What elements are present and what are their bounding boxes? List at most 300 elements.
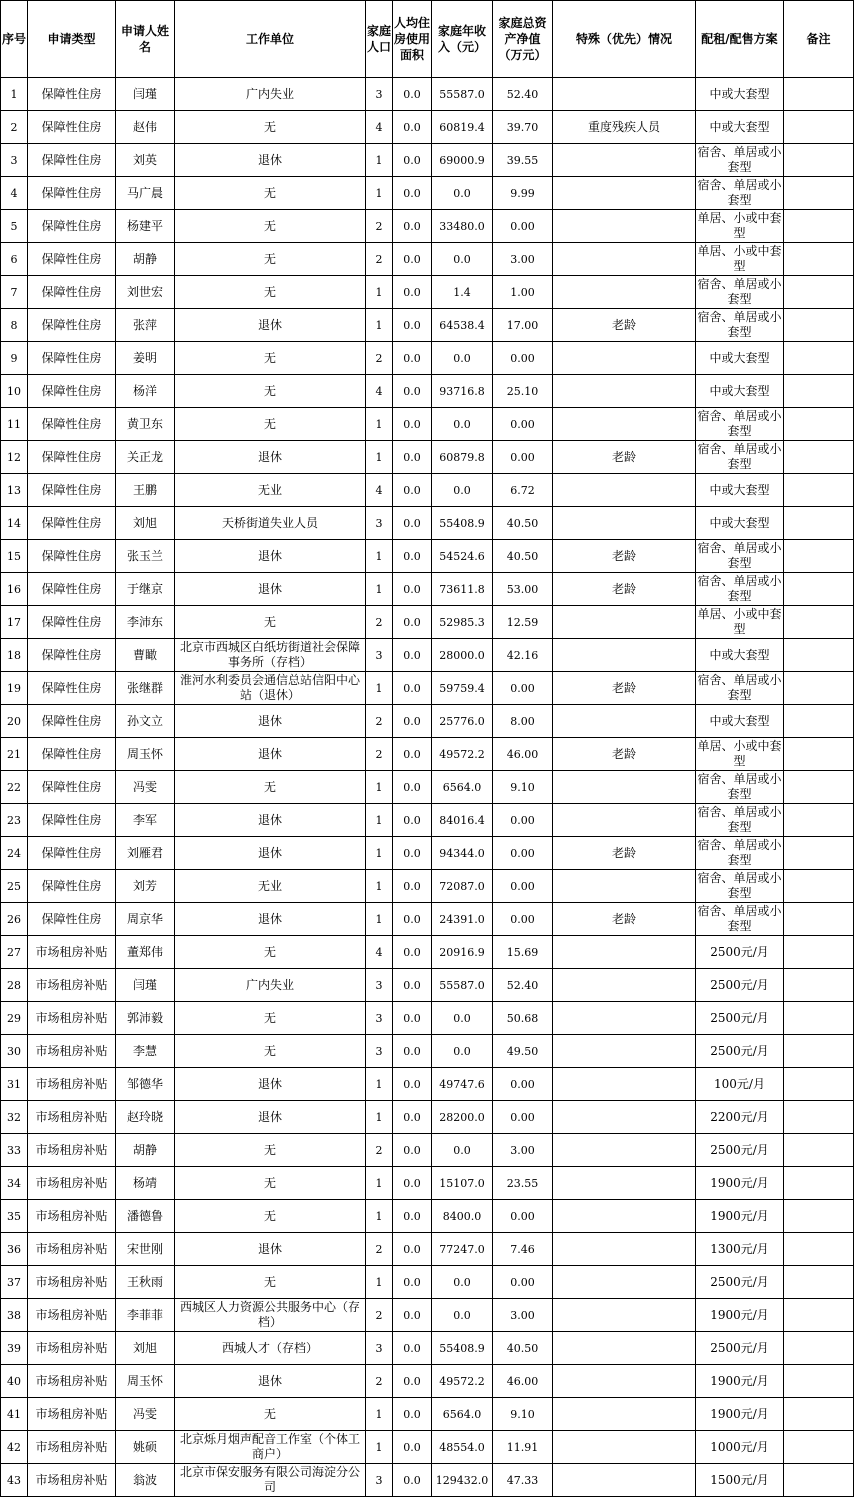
cell-type: 市场租房补贴	[28, 1101, 116, 1134]
cell-household: 1	[366, 408, 393, 441]
table-row	[1, 1299, 854, 1332]
cell-special	[553, 1299, 696, 1332]
cell-employer: 无	[175, 210, 366, 243]
cell-name: 潘德鲁	[116, 1200, 175, 1233]
cell-household: 1	[366, 1068, 393, 1101]
cell-household: 2	[366, 1299, 393, 1332]
cell-area: 0.0	[393, 1332, 432, 1365]
cell-employer: 退休	[175, 1068, 366, 1101]
cell-assets: 8.00	[493, 705, 553, 738]
cell-household: 1	[366, 1266, 393, 1299]
cell-employer: 退休	[175, 144, 366, 177]
cell-seq: 28	[1, 969, 28, 1002]
cell-assets: 0.00	[493, 1068, 553, 1101]
cell-employer: 无	[175, 1134, 366, 1167]
cell-income: 6564.0	[432, 771, 493, 804]
cell-income: 49747.6	[432, 1068, 493, 1101]
cell-type: 保障性住房	[28, 210, 116, 243]
table-row	[1, 969, 854, 1002]
cell-remarks	[784, 936, 854, 969]
table-row	[1, 1266, 854, 1299]
header-special: 特殊（优先）情况	[553, 1, 696, 78]
cell-income: 0.0	[432, 1134, 493, 1167]
table-row	[1, 1431, 854, 1464]
cell-household: 1	[366, 441, 393, 474]
cell-remarks	[784, 639, 854, 672]
table-row	[1, 1464, 854, 1497]
cell-plan: 1300元/月	[696, 1233, 784, 1266]
cell-area: 0.0	[393, 1068, 432, 1101]
cell-seq: 43	[1, 1464, 28, 1497]
cell-remarks	[784, 1332, 854, 1365]
cell-assets: 7.46	[493, 1233, 553, 1266]
table-row	[1, 78, 854, 111]
cell-assets: 17.00	[493, 309, 553, 342]
cell-special	[553, 177, 696, 210]
table-row	[1, 1200, 854, 1233]
table-row	[1, 243, 854, 276]
table-row	[1, 309, 854, 342]
cell-plan: 宿舍、单居或小套型	[696, 408, 784, 441]
cell-income: 60819.4	[432, 111, 493, 144]
cell-income: 20916.9	[432, 936, 493, 969]
cell-plan: 宿舍、单居或小套型	[696, 870, 784, 903]
cell-income: 49572.2	[432, 738, 493, 771]
cell-employer: 退休	[175, 738, 366, 771]
cell-name: 杨靖	[116, 1167, 175, 1200]
cell-name: 冯雯	[116, 771, 175, 804]
cell-type: 保障性住房	[28, 507, 116, 540]
cell-seq: 25	[1, 870, 28, 903]
cell-employer: 无	[175, 276, 366, 309]
cell-income: 15107.0	[432, 1167, 493, 1200]
cell-type: 保障性住房	[28, 639, 116, 672]
cell-household: 4	[366, 375, 393, 408]
cell-household: 2	[366, 738, 393, 771]
cell-employer: 无	[175, 936, 366, 969]
cell-special	[553, 639, 696, 672]
cell-plan: 2500元/月	[696, 969, 784, 1002]
cell-area: 0.0	[393, 342, 432, 375]
cell-area: 0.0	[393, 705, 432, 738]
cell-type: 市场租房补贴	[28, 1035, 116, 1068]
table-row	[1, 705, 854, 738]
header-assets: 家庭总资产净值（万元）	[493, 1, 553, 78]
cell-plan: 2500元/月	[696, 1035, 784, 1068]
cell-name: 周玉怀	[116, 738, 175, 771]
cell-assets: 39.70	[493, 111, 553, 144]
cell-seq: 12	[1, 441, 28, 474]
cell-remarks	[784, 1464, 854, 1497]
cell-income: 84016.4	[432, 804, 493, 837]
cell-name: 宋世刚	[116, 1233, 175, 1266]
cell-type: 保障性住房	[28, 276, 116, 309]
table-row	[1, 1167, 854, 1200]
cell-employer: 退休	[175, 1365, 366, 1398]
cell-area: 0.0	[393, 441, 432, 474]
cell-employer: 无	[175, 342, 366, 375]
cell-area: 0.0	[393, 1266, 432, 1299]
cell-type: 市场租房补贴	[28, 969, 116, 1002]
cell-income: 0.0	[432, 1299, 493, 1332]
cell-employer: 无	[175, 243, 366, 276]
cell-remarks	[784, 309, 854, 342]
cell-plan: 1900元/月	[696, 1398, 784, 1431]
cell-special	[553, 936, 696, 969]
cell-assets: 9.10	[493, 1398, 553, 1431]
header-seq: 序号	[1, 1, 28, 78]
cell-seq: 5	[1, 210, 28, 243]
cell-household: 2	[366, 243, 393, 276]
cell-plan: 宿舍、单居或小套型	[696, 144, 784, 177]
cell-name: 翁波	[116, 1464, 175, 1497]
cell-type: 市场租房补贴	[28, 936, 116, 969]
cell-plan: 中或大套型	[696, 639, 784, 672]
cell-name: 黄卫东	[116, 408, 175, 441]
cell-income: 28000.0	[432, 639, 493, 672]
cell-income: 94344.0	[432, 837, 493, 870]
cell-special	[553, 276, 696, 309]
cell-plan: 1900元/月	[696, 1299, 784, 1332]
cell-special: 老龄	[553, 672, 696, 705]
cell-plan: 1900元/月	[696, 1167, 784, 1200]
cell-seq: 14	[1, 507, 28, 540]
cell-household: 1	[366, 309, 393, 342]
cell-plan: 宿舍、单居或小套型	[696, 540, 784, 573]
cell-name: 张萍	[116, 309, 175, 342]
cell-area: 0.0	[393, 1134, 432, 1167]
cell-special	[553, 507, 696, 540]
cell-assets: 0.00	[493, 804, 553, 837]
cell-remarks	[784, 111, 854, 144]
cell-special	[553, 804, 696, 837]
cell-assets: 15.69	[493, 936, 553, 969]
cell-plan: 宿舍、单居或小套型	[696, 309, 784, 342]
cell-seq: 2	[1, 111, 28, 144]
cell-seq: 18	[1, 639, 28, 672]
cell-seq: 8	[1, 309, 28, 342]
cell-remarks	[784, 1101, 854, 1134]
cell-remarks	[784, 1200, 854, 1233]
cell-seq: 11	[1, 408, 28, 441]
table-row	[1, 441, 854, 474]
cell-seq: 15	[1, 540, 28, 573]
cell-assets: 3.00	[493, 1299, 553, 1332]
cell-area: 0.0	[393, 111, 432, 144]
cell-name: 曹瞰	[116, 639, 175, 672]
cell-name: 李军	[116, 804, 175, 837]
cell-assets: 40.50	[493, 1332, 553, 1365]
cell-employer: 退休	[175, 903, 366, 936]
cell-employer: 退休	[175, 573, 366, 606]
cell-special	[553, 342, 696, 375]
cell-plan: 单居、小或中套型	[696, 210, 784, 243]
table-row	[1, 1068, 854, 1101]
cell-assets: 6.72	[493, 474, 553, 507]
cell-type: 保障性住房	[28, 672, 116, 705]
cell-name: 于继京	[116, 573, 175, 606]
table-row	[1, 540, 854, 573]
cell-special	[553, 606, 696, 639]
cell-plan: 1900元/月	[696, 1200, 784, 1233]
cell-employer: 无	[175, 177, 366, 210]
cell-assets: 46.00	[493, 738, 553, 771]
table-row	[1, 1035, 854, 1068]
cell-type: 保障性住房	[28, 870, 116, 903]
cell-area: 0.0	[393, 606, 432, 639]
cell-name: 刘旭	[116, 507, 175, 540]
table-row	[1, 276, 854, 309]
cell-plan: 单居、小或中套型	[696, 738, 784, 771]
cell-seq: 39	[1, 1332, 28, 1365]
cell-special	[553, 408, 696, 441]
cell-special	[553, 1068, 696, 1101]
cell-name: 姚硕	[116, 1431, 175, 1464]
cell-remarks	[784, 1233, 854, 1266]
cell-area: 0.0	[393, 177, 432, 210]
cell-remarks	[784, 210, 854, 243]
cell-assets: 0.00	[493, 870, 553, 903]
cell-remarks	[784, 870, 854, 903]
cell-remarks	[784, 837, 854, 870]
cell-name: 姜明	[116, 342, 175, 375]
cell-name: 闫瑾	[116, 78, 175, 111]
cell-type: 保障性住房	[28, 705, 116, 738]
cell-household: 3	[366, 1464, 393, 1497]
cell-household: 2	[366, 1134, 393, 1167]
cell-remarks	[784, 177, 854, 210]
cell-name: 刘世宏	[116, 276, 175, 309]
cell-remarks	[784, 144, 854, 177]
cell-special: 老龄	[553, 540, 696, 573]
cell-remarks	[784, 441, 854, 474]
cell-area: 0.0	[393, 1464, 432, 1497]
cell-remarks	[784, 1068, 854, 1101]
cell-income: 52985.3	[432, 606, 493, 639]
cell-type: 市场租房补贴	[28, 1332, 116, 1365]
cell-area: 0.0	[393, 1200, 432, 1233]
cell-assets: 0.00	[493, 672, 553, 705]
cell-employer: 退休	[175, 309, 366, 342]
cell-name: 刘英	[116, 144, 175, 177]
cell-employer: 西城人才（存档）	[175, 1332, 366, 1365]
cell-type: 保障性住房	[28, 441, 116, 474]
cell-household: 2	[366, 210, 393, 243]
cell-type: 保障性住房	[28, 342, 116, 375]
cell-type: 市场租房补贴	[28, 1134, 116, 1167]
cell-name: 张玉兰	[116, 540, 175, 573]
table-body	[1, 78, 854, 1497]
cell-remarks	[784, 903, 854, 936]
table-row	[1, 342, 854, 375]
table-row	[1, 177, 854, 210]
cell-household: 3	[366, 78, 393, 111]
cell-household: 1	[366, 903, 393, 936]
cell-seq: 22	[1, 771, 28, 804]
cell-employer: 天桥街道失业人员	[175, 507, 366, 540]
cell-seq: 37	[1, 1266, 28, 1299]
cell-seq: 23	[1, 804, 28, 837]
cell-household: 1	[366, 1167, 393, 1200]
cell-assets: 3.00	[493, 243, 553, 276]
table-row	[1, 1002, 854, 1035]
cell-employer: 无业	[175, 870, 366, 903]
cell-assets: 9.10	[493, 771, 553, 804]
cell-special: 老龄	[553, 309, 696, 342]
cell-special: 老龄	[553, 573, 696, 606]
cell-assets: 40.50	[493, 540, 553, 573]
cell-remarks	[784, 1365, 854, 1398]
cell-remarks	[784, 672, 854, 705]
cell-employer: 无	[175, 771, 366, 804]
cell-name: 刘旭	[116, 1332, 175, 1365]
cell-income: 73611.8	[432, 573, 493, 606]
cell-type: 保障性住房	[28, 177, 116, 210]
cell-remarks	[784, 1035, 854, 1068]
cell-area: 0.0	[393, 474, 432, 507]
cell-special	[553, 1464, 696, 1497]
cell-assets: 0.00	[493, 837, 553, 870]
cell-household: 2	[366, 606, 393, 639]
cell-type: 市场租房补贴	[28, 1464, 116, 1497]
cell-seq: 17	[1, 606, 28, 639]
table-row	[1, 870, 854, 903]
cell-assets: 40.50	[493, 507, 553, 540]
table-row	[1, 837, 854, 870]
cell-employer: 无	[175, 1266, 366, 1299]
cell-name: 刘雁君	[116, 837, 175, 870]
cell-plan: 宿舍、单居或小套型	[696, 672, 784, 705]
cell-household: 3	[366, 1002, 393, 1035]
cell-name: 杨建平	[116, 210, 175, 243]
cell-household: 3	[366, 639, 393, 672]
cell-seq: 6	[1, 243, 28, 276]
cell-income: 93716.8	[432, 375, 493, 408]
cell-remarks	[784, 1134, 854, 1167]
cell-plan: 宿舍、单居或小套型	[696, 804, 784, 837]
cell-name: 王鹏	[116, 474, 175, 507]
cell-seq: 40	[1, 1365, 28, 1398]
cell-household: 1	[366, 276, 393, 309]
cell-household: 3	[366, 969, 393, 1002]
cell-income: 60879.8	[432, 441, 493, 474]
cell-area: 0.0	[393, 804, 432, 837]
cell-household: 4	[366, 936, 393, 969]
cell-remarks	[784, 78, 854, 111]
cell-special: 老龄	[553, 837, 696, 870]
table-row	[1, 474, 854, 507]
cell-name: 马广晨	[116, 177, 175, 210]
cell-special: 重度残疾人员	[553, 111, 696, 144]
cell-plan: 单居、小或中套型	[696, 243, 784, 276]
cell-remarks	[784, 1002, 854, 1035]
cell-special	[553, 771, 696, 804]
cell-seq: 4	[1, 177, 28, 210]
cell-seq: 34	[1, 1167, 28, 1200]
cell-name: 张继群	[116, 672, 175, 705]
cell-assets: 42.16	[493, 639, 553, 672]
cell-plan: 中或大套型	[696, 342, 784, 375]
cell-plan: 1900元/月	[696, 1365, 784, 1398]
cell-special	[553, 1200, 696, 1233]
cell-plan: 1000元/月	[696, 1431, 784, 1464]
table-row	[1, 936, 854, 969]
cell-employer: 无	[175, 408, 366, 441]
cell-name: 闫瑾	[116, 969, 175, 1002]
cell-household: 3	[366, 1035, 393, 1068]
cell-name: 王秋雨	[116, 1266, 175, 1299]
cell-type: 保障性住房	[28, 573, 116, 606]
cell-plan: 2500元/月	[696, 1134, 784, 1167]
cell-special	[553, 1266, 696, 1299]
cell-plan: 2500元/月	[696, 1266, 784, 1299]
cell-seq: 1	[1, 78, 28, 111]
table-header-row	[1, 1, 854, 78]
header-plan: 配租/配售方案	[696, 1, 784, 78]
cell-plan: 中或大套型	[696, 474, 784, 507]
cell-special	[553, 870, 696, 903]
cell-special	[553, 705, 696, 738]
cell-plan: 2500元/月	[696, 1002, 784, 1035]
cell-income: 25776.0	[432, 705, 493, 738]
cell-income: 54524.6	[432, 540, 493, 573]
cell-name: 邹德华	[116, 1068, 175, 1101]
cell-seq: 36	[1, 1233, 28, 1266]
cell-plan: 2500元/月	[696, 1332, 784, 1365]
cell-name: 周玉怀	[116, 1365, 175, 1398]
cell-income: 0.0	[432, 408, 493, 441]
cell-income: 1.4	[432, 276, 493, 309]
cell-seq: 19	[1, 672, 28, 705]
cell-area: 0.0	[393, 144, 432, 177]
cell-plan: 100元/月	[696, 1068, 784, 1101]
cell-income: 129432.0	[432, 1464, 493, 1497]
cell-income: 48554.0	[432, 1431, 493, 1464]
cell-remarks	[784, 1167, 854, 1200]
cell-income: 6564.0	[432, 1398, 493, 1431]
cell-remarks	[784, 606, 854, 639]
table-row	[1, 408, 854, 441]
cell-special	[553, 1431, 696, 1464]
cell-area: 0.0	[393, 309, 432, 342]
cell-household: 1	[366, 804, 393, 837]
table-row	[1, 573, 854, 606]
table-row	[1, 804, 854, 837]
cell-special	[553, 243, 696, 276]
cell-household: 1	[366, 672, 393, 705]
cell-special	[553, 1365, 696, 1398]
cell-area: 0.0	[393, 78, 432, 111]
cell-income: 59759.4	[432, 672, 493, 705]
cell-employer: 无	[175, 1167, 366, 1200]
cell-remarks	[784, 738, 854, 771]
cell-type: 保障性住房	[28, 474, 116, 507]
cell-remarks	[784, 771, 854, 804]
cell-income: 49572.2	[432, 1365, 493, 1398]
cell-employer: 退休	[175, 540, 366, 573]
cell-area: 0.0	[393, 969, 432, 1002]
cell-remarks	[784, 1398, 854, 1431]
table-row	[1, 639, 854, 672]
cell-area: 0.0	[393, 1035, 432, 1068]
cell-household: 2	[366, 342, 393, 375]
cell-area: 0.0	[393, 903, 432, 936]
cell-area: 0.0	[393, 639, 432, 672]
cell-employer: 退休	[175, 1101, 366, 1134]
cell-employer: 无业	[175, 474, 366, 507]
cell-household: 4	[366, 111, 393, 144]
cell-assets: 53.00	[493, 573, 553, 606]
